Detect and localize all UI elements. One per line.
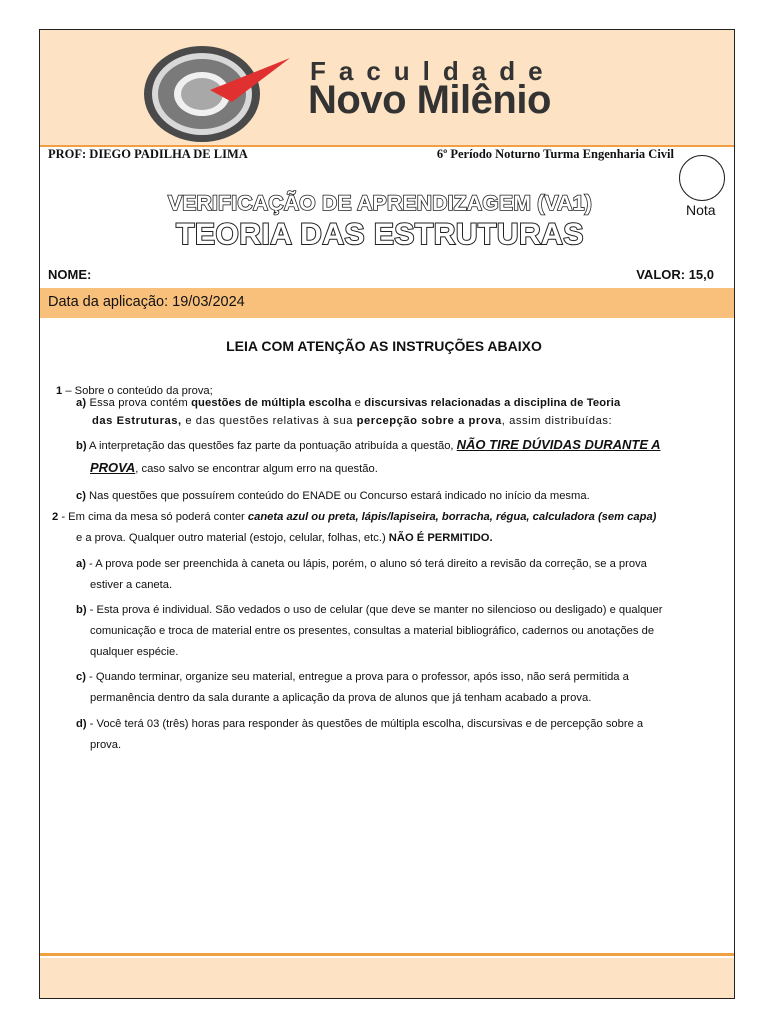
item-1c-label: c) <box>76 490 86 502</box>
grade-label: Nota <box>686 202 716 218</box>
item-2a-text-1: - A prova pode ser preenchida à caneta ou lápis, porém, o aluno só terá direito a revisão da correção, se a prova <box>85 558 647 570</box>
item-2c-line-2: permanência dentro da sala durante a aplicação da prova de alunos que já tenham acabado a prova. <box>90 692 592 704</box>
item-2c-text-1: - Quando terminar, organize seu material, entregue a prova para o professor, após isso, não será permitida a <box>85 671 629 683</box>
value-label: VALOR: 15,0 <box>636 267 714 282</box>
item-2a-line-2: estiver a caneta. <box>90 579 173 591</box>
item-1a-bold-4: percepção sobre a prova <box>356 415 502 427</box>
item-2b-label: b) <box>76 604 87 616</box>
item-2b-text-1: - Esta prova é individual. São vedados o uso de celular (que deve se manter no silencioso ou desligado) e qualquer <box>86 604 663 616</box>
item-2a-label: a) <box>76 558 86 570</box>
item-2-intro-text: - Em cima da mesa só poderá conter <box>58 511 248 523</box>
item-1a-text-2: e <box>351 397 365 409</box>
instructions-heading: LEIA COM ATENÇÃO AS INSTRUÇÕES ABAIXO <box>226 338 542 354</box>
item-2d-text-1: - Você terá 03 (três) horas para responder às questões de múltipla escolha, discursivas e de percepção sobre a <box>86 718 644 730</box>
item-1-intro-text: – Sobre o conteúdo da prova; <box>62 385 213 397</box>
professor-name: PROF: DIEGO PADILHA DE LIMA <box>48 147 248 161</box>
item-1c-text: Nas questões que possuírem conteúdo do ENADE ou Concurso estará indicado no início da mesma. <box>85 490 590 502</box>
course-title: TEORIA DAS ESTRUTURAS <box>176 218 584 251</box>
exam-title: VERIFICAÇÃO DE APRENDIZAGEM (VA1) <box>167 192 593 215</box>
item-1a-label: a) <box>76 397 87 409</box>
item-1b-emphasis-2: PROVA <box>90 460 136 475</box>
item-1-number: 1 <box>56 385 63 397</box>
item-2-number: 2 <box>52 511 59 523</box>
application-date: Data da aplicação: 19/03/2024 <box>48 294 245 310</box>
item-1a-text-4: , assim distribuídas: <box>501 415 613 427</box>
item-1a-bold-1: questões de múltipla escolha <box>191 397 352 409</box>
item-1a-text-3: e das questões relativas à sua <box>181 415 357 427</box>
item-1b-text-1: A interpretação das questões faz parte da pontuação atribuída a questão, <box>86 440 457 452</box>
item-2-not-permitted: NÃO É PERMITIDO. <box>388 532 493 544</box>
item-2-allowed-materials: caneta azul ou preta, lápis/lapiseira, borracha, régua, calculadora (sem capa) <box>247 511 657 523</box>
brand-line-2: Novo Milênio <box>308 78 551 122</box>
item-2b-line-2: comunicação e troca de material entre os presentes, consultas a material bibliográfico, cadernos ou anotações de <box>90 625 655 637</box>
name-label: NOME: <box>48 267 92 282</box>
item-2c-label: c) <box>76 671 86 683</box>
page-border <box>39 29 735 999</box>
item-2-line-2-text: e a prova. Qualquer outro material (estojo, celular, folhas, etc.) <box>76 532 389 544</box>
item-2d-label: d) <box>76 718 87 730</box>
item-2d-line-2: prova. <box>90 739 122 751</box>
item-1b-text-2: , caso salvo se encontrar algum erro na questão. <box>135 463 378 475</box>
item-2b-line-3: qualquer espécie. <box>90 646 179 658</box>
item-1a-bold-3: das Estruturas, <box>92 415 182 427</box>
item-1b-label: b) <box>76 440 87 452</box>
item-1a-bold-2: discursivas relacionadas a disciplina de Teoria <box>364 397 621 409</box>
item-1a-text-1: Essa prova contém <box>86 397 192 409</box>
brand-line-1: Faculdade <box>310 56 556 86</box>
class-info: 6º Período Noturno Turma Engenharia Civil <box>436 147 674 161</box>
item-1b-emphasis-1: NÃO TIRE DÚVIDAS DURANTE A <box>456 437 661 452</box>
